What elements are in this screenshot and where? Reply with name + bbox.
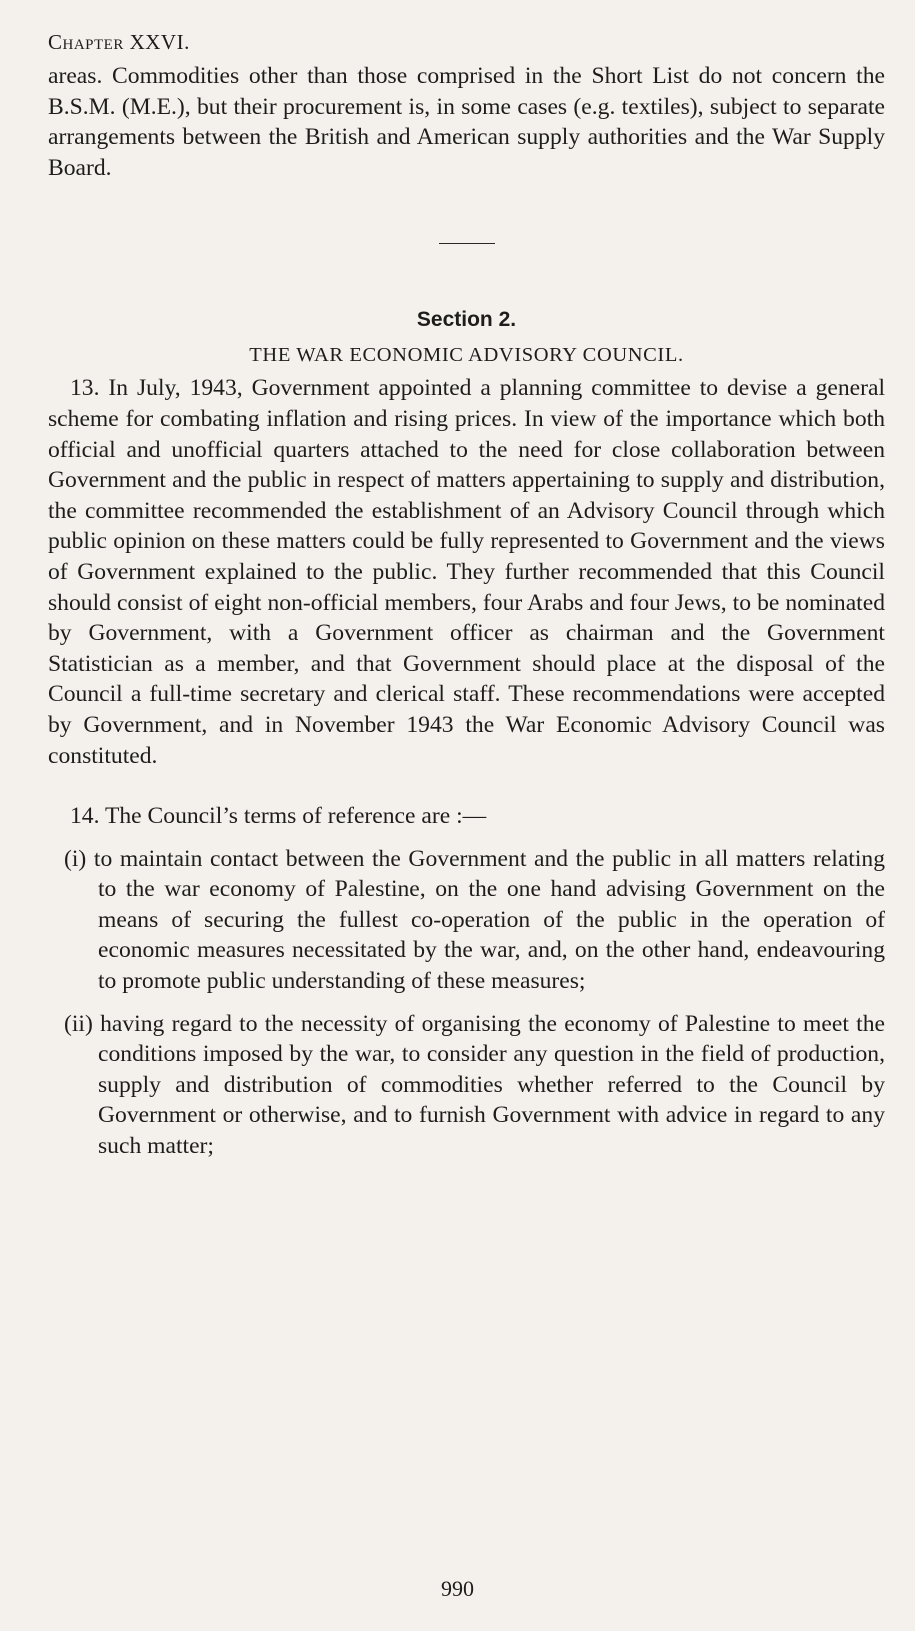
page-number: 990 [441, 1576, 474, 1601]
paragraph-14: 14. The Council’s terms of reference are :— [70, 803, 487, 830]
term-of-reference-ii: (ii) having regard to the necessity of organising the economy of Palestine to meet the conditions imposed by the war, to consider any question in the field of production, supply and distribution of commodities whether referred to the Council by Government or otherwise, and to furnish Government with advice in regard to any such matter; [64, 1010, 885, 1160]
section-divider [439, 243, 495, 244]
continuation-paragraph: areas. Commodities other than those comprised in the Short List do not concern the B.S.M. (M.E.), but their procurement is, in some cases (e.g. textiles), subject to separate arrangements between the British and American supply authorities and the War Supply Board. [48, 63, 885, 181]
running-head: Chapter XXVI. [48, 30, 190, 54]
section-number: Section 2. [416, 308, 517, 332]
paragraph-13: 13. In July, 1943, Government appointed a planning committee to devise a general scheme for combating inflation and rising prices. In view of the importance which both official and unofficial quarters attached to the need for close collaboration between Government and the public in respect of matters appertaining to supply and distribution, the committee recommended the establishment of an Advisory Council through which public opinion on these matters could be fully represented to Government and the views of Government explained to the public. They further recommended that this Council should consist of eight non-official members, four Arabs and four Jews, to be nominated by Government, with a Government officer as chairman and the Government Statistician as a member, and that Government should place at the disposal of the Council a full-time secretary and clerical staff. These recommendations were accepted by Government, and in November 1943 the War Economic Advisory Council was constituted. [48, 375, 885, 769]
section-title: THE WAR ECONOMIC ADVISORY COUNCIL. [249, 344, 684, 367]
term-of-reference-i: (i) to maintain contact between the Government and the public in all matters relating to the war economy of Palestine, on the one hand advising Government on the means of securing the fullest co-operation of the public in the operation of economic measures necessitated by the war, and, on the other hand, endeavouring to promote public understanding of these measures; [64, 845, 885, 995]
